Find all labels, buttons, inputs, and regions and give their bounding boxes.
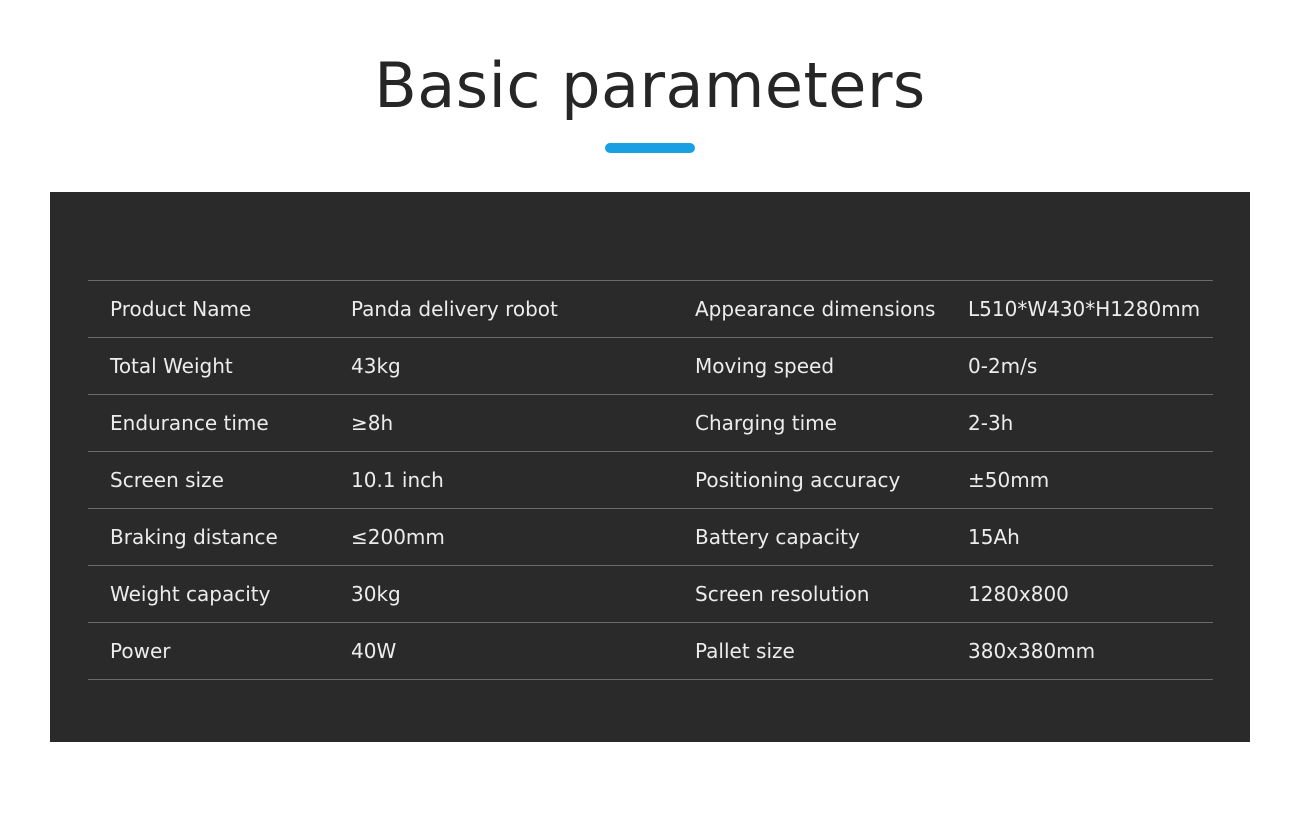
table-row	[88, 509, 1213, 566]
table-row	[88, 452, 1213, 509]
spec-value: ±50mm	[968, 468, 1050, 492]
title-underline	[605, 143, 695, 153]
spec-value: 380x380mm	[968, 639, 1096, 663]
specs-table	[88, 280, 1213, 680]
spec-value: Panda delivery robot	[351, 297, 558, 321]
spec-value: 10.1 inch	[351, 468, 444, 492]
spec-label: Battery capacity	[695, 525, 860, 549]
spec-value: ≥8h	[351, 411, 394, 435]
spec-value: L510*W430*H1280mm	[968, 297, 1201, 321]
spec-value: ≤200mm	[351, 525, 445, 549]
table-row	[88, 566, 1213, 623]
spec-label: Appearance dimensions	[695, 297, 936, 321]
spec-value: 2-3h	[968, 411, 1014, 435]
spec-value: 1280x800	[968, 582, 1069, 606]
table-row	[88, 623, 1213, 680]
spec-label: Charging time	[695, 411, 837, 435]
spec-label: Moving speed	[695, 354, 835, 378]
spec-label: Screen resolution	[695, 582, 870, 606]
spec-value: 15Ah	[968, 525, 1020, 549]
table-row	[88, 281, 1213, 338]
spec-label: Weight capacity	[110, 582, 271, 606]
specs-panel	[50, 192, 1250, 742]
spec-label: Product Name	[110, 297, 252, 321]
spec-value: 40W	[351, 639, 397, 663]
spec-label: Braking distance	[110, 525, 278, 549]
spec-label: Power	[110, 639, 171, 663]
table-row	[88, 395, 1213, 452]
spec-value: 30kg	[351, 582, 401, 606]
spec-label: Endurance time	[110, 411, 269, 435]
spec-value: 0-2m/s	[968, 354, 1038, 378]
spec-label: Positioning accuracy	[695, 468, 901, 492]
page-title: Basic parameters	[374, 49, 926, 122]
spec-label: Screen size	[110, 468, 224, 492]
table-row	[88, 338, 1213, 395]
spec-value: 43kg	[351, 354, 401, 378]
spec-label: Total Weight	[110, 354, 233, 378]
spec-label: Pallet size	[695, 639, 795, 663]
